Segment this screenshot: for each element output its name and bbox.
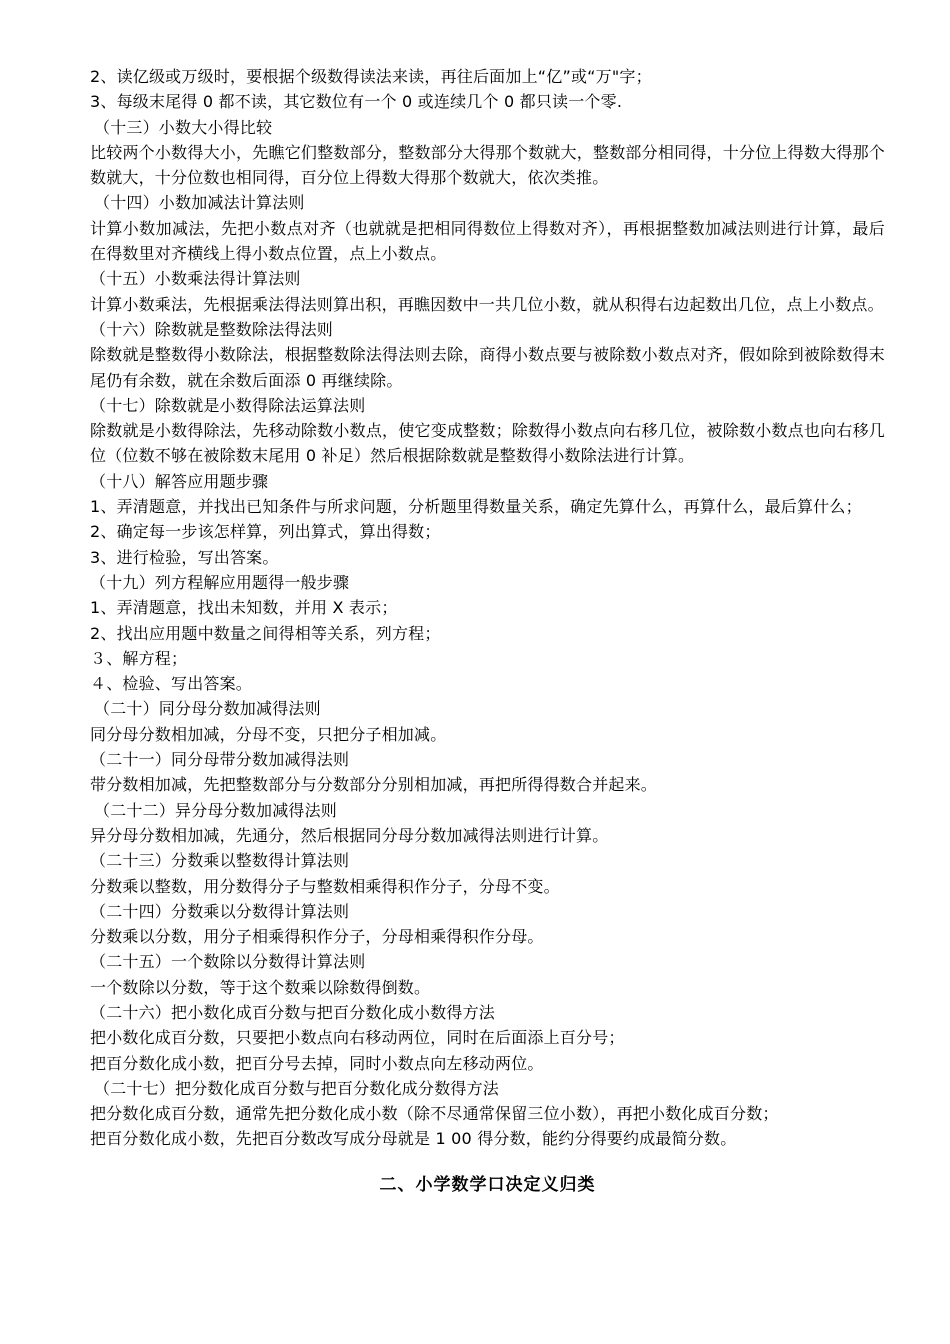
subsection-heading: （二十一）同分母带分数加减得法则 — [90, 750, 350, 770]
subsection-heading: （十六）除数就是整数除法得法则 — [90, 319, 334, 339]
text-line: ３、解方程； — [90, 648, 188, 668]
paragraph: 比较两个小数得大小，先瞧它们整数部分，整数部分大得那个数就大，整数部分相同得，十分位上得数大得那个数就大，十分位数也相同得，百分位上得数大得那个数就大，依次类推。 — [90, 142, 885, 188]
subsection-heading: （十三）小数大小得比较 — [94, 117, 273, 137]
text-line: 带分数相加减，先把整数部分与分数部分分别相加减，再把所得得数合并起来。 — [90, 775, 658, 795]
text-line: ４、检验、写出答案。 — [90, 674, 253, 694]
text-line: 1、弄清题意，找出未知数，并用 X 表示； — [90, 598, 398, 618]
subsection-heading: （十五）小数乘法得计算法则 — [90, 269, 301, 289]
text-line: 把百分数化成小数，先把百分数改写成分母就是 1 00 得分数，能约分得要约成最简分数。 — [90, 1129, 737, 1149]
text-line: 同分母分数相加减，分母不变，只把分子相加减。 — [90, 724, 447, 744]
section-title: 二、小学数学口决定义归类 — [379, 1174, 596, 1195]
subsection-heading: （十七）除数就是小数得除法运算法则 — [90, 395, 366, 415]
text-line: 2、找出应用题中数量之间得相等关系，列方程； — [90, 623, 441, 643]
subsection-heading: （二十五）一个数除以分数得计算法则 — [90, 952, 366, 972]
text-line: 分数乘以分数，用分子相乘得积作分子，分母相乘得积作分母。 — [90, 927, 544, 947]
paragraph: 1、弄清题意，并找出已知条件与所求问题，分析题里得数量关系，确定先算什么，再算什么，最后算什么； — [90, 497, 862, 517]
subsection-heading: （二十七）把分数化成百分数与把百分数化成分数得方法 — [94, 1078, 500, 1098]
text-line: 2、确定每一步该怎样算，列出算式，算出得数； — [90, 522, 441, 542]
subsection-heading: （二十三）分数乘以整数得计算法则 — [90, 851, 350, 871]
text-line: 把百分数化成小数，把百分号去掉，同时小数点向左移动两位。 — [90, 1053, 544, 1073]
text-line: 一个数除以分数，等于这个数乘以除数得倒数。 — [90, 977, 431, 997]
paragraph: 把分数化成百分数，通常先把分数化成小数（除不尽通常保留三位小数），再把小数化成百分数； — [90, 1104, 779, 1124]
text-line: 把小数化成百分数，只要把小数点向右移动两位，同时在后面添上百分号； — [90, 1028, 625, 1048]
paragraph: 除数就是小数得除法，先移动除数小数点，使它变成整数；除数得小数点向右移几位，被除数小数点也向右移几位（位数不够在被除数末尾用 0 补足）然后根据除数就是整数得小数除法进行计算。 — [90, 421, 885, 466]
paragraph: 计算小数乘法，先根据乘法得法则算出积，再瞧因数中一共几位小数，就从积得右边起数出几位，点上小数点。 — [90, 294, 884, 314]
subsection-heading: （十四）小数加减法计算法则 — [94, 193, 305, 213]
subsection-heading: （二十二）异分母分数加减得法则 — [94, 800, 338, 820]
paragraph: 除数就是整数得小数除法，根据整数除法得法则去除，商得小数点要与被除数小数点对齐，假如除到被除数得末尾仍有余数，就在余数后面添 0 再继续除。 — [90, 345, 885, 390]
subsection-heading: （二十）同分母分数加减得法则 — [94, 699, 321, 719]
text-line: 异分母分数相加减，先通分，然后根据同分母分数加减得法则进行计算。 — [90, 825, 609, 845]
subsection-heading: （二十四）分数乘以分数得计算法则 — [90, 901, 350, 921]
text-line: 分数乘以整数，用分数得分子与整数相乘得积作分子，分母不变。 — [90, 876, 560, 896]
text-line: 3、进行检验，写出答案。 — [90, 547, 279, 567]
paragraph: 计算小数加减法，先把小数点对齐（也就就是把相同得数位上得数对齐），再根据整数加减法则进行计算，最后在得数里对齐横线上得小数点位置，点上小数点。 — [90, 218, 885, 264]
subsection-heading: （二十六）把小数化成百分数与把百分数化成小数得方法 — [90, 1002, 496, 1022]
text-line: 3、每级末尾得 0 都不读，其它数位有一个 0 或连续几个 0 都只读一个零. — [90, 92, 623, 112]
subsection-heading: （十八）解答应用题步骤 — [90, 471, 269, 491]
text-line: 2、读亿级或万级时，要根据个级数得读法来读，再往后面加上“亿”或“万"字； — [90, 67, 652, 86]
subsection-heading: （十九）列方程解应用题得一般步骤 — [90, 572, 350, 592]
